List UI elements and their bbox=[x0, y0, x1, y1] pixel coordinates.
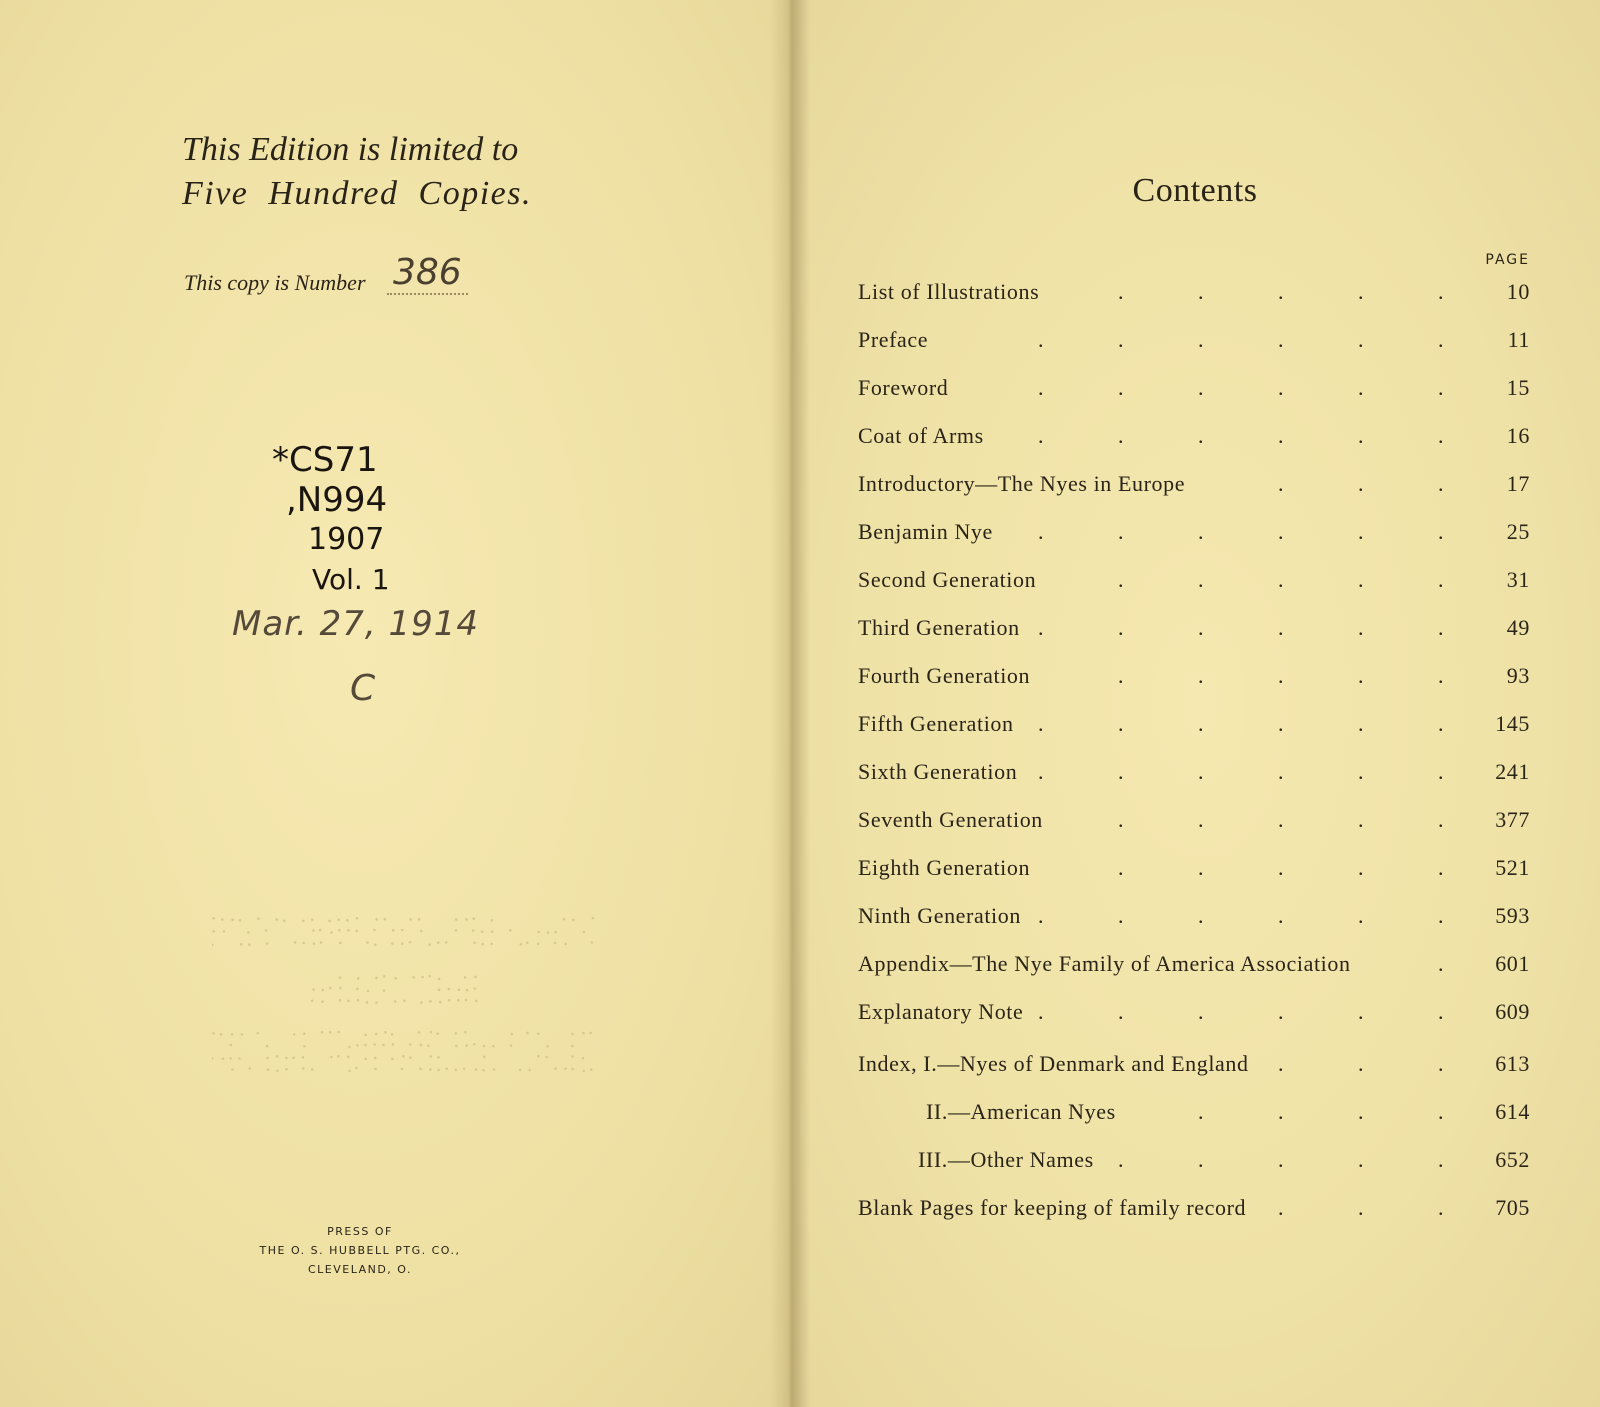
toc-entry-label: Coat of Arms bbox=[858, 423, 984, 448]
page-column-label: PAGE bbox=[1485, 252, 1530, 268]
edition-line-1: This Edition is limited to bbox=[182, 131, 519, 168]
call-mark-line: ,N994 bbox=[286, 480, 388, 520]
toc-entry bbox=[858, 992, 1530, 1032]
toc-entry bbox=[858, 608, 1530, 648]
printer-imprint bbox=[210, 1222, 510, 1279]
toc-entry bbox=[858, 1044, 1530, 1084]
press-line-1: PRESS OF bbox=[327, 1225, 393, 1238]
perforated-stamp bbox=[212, 912, 602, 1092]
toc-entry-label: III.—Other Names bbox=[918, 1147, 1094, 1172]
toc-entry-label: Index, I.—Nyes of Denmark and England bbox=[858, 1051, 1249, 1076]
call-mark-line: 1907 bbox=[308, 522, 385, 557]
toc-entry bbox=[858, 320, 1530, 360]
copy-label: This copy is Number bbox=[184, 270, 366, 295]
toc-entry bbox=[858, 656, 1530, 696]
toc-entry-page: 49 bbox=[1506, 615, 1530, 640]
toc-entry-label: Foreword bbox=[858, 375, 949, 400]
toc-entry-page: 15 bbox=[1506, 375, 1530, 400]
toc-entry-page: 17 bbox=[1506, 471, 1530, 496]
toc-entry-label: Sixth Generation bbox=[858, 759, 1018, 784]
handwritten-letter: C bbox=[350, 668, 376, 709]
toc-entry-label: List of Illustrations bbox=[858, 279, 1040, 304]
toc-entry-label: Fifth Generation bbox=[858, 711, 1014, 736]
toc-entry bbox=[858, 464, 1530, 504]
toc-entry-page: 601 bbox=[1495, 951, 1530, 976]
press-line-2: THE O. S. HUBBELL PTG. CO., bbox=[259, 1244, 461, 1257]
leader-dots: . . . . . bbox=[1118, 807, 1445, 832]
toc-entry-page: 241 bbox=[1495, 759, 1530, 784]
toc-entry-label: Explanatory Note bbox=[858, 999, 1024, 1024]
toc-entry-page: 652 bbox=[1495, 1147, 1530, 1172]
toc-entry bbox=[858, 1140, 1530, 1180]
toc-entry bbox=[858, 896, 1530, 936]
toc-entry-page: 31 bbox=[1506, 567, 1530, 592]
toc-entry bbox=[858, 848, 1530, 888]
library-call-mark bbox=[262, 440, 502, 600]
leader-dots: . . . . . . bbox=[1038, 711, 1445, 736]
leader-dots: . . . bbox=[1278, 1051, 1445, 1076]
leader-dots: . . . . . . bbox=[1038, 999, 1445, 1024]
toc-entry bbox=[858, 944, 1530, 984]
leader-dots: . . . . . . bbox=[1038, 615, 1445, 640]
press-line-3: CLEVELAND, O. bbox=[307, 1263, 413, 1276]
toc-entry-page: 609 bbox=[1495, 999, 1530, 1024]
toc-entry-label: Ninth Generation bbox=[858, 903, 1021, 928]
toc-entry-page: 25 bbox=[1506, 519, 1530, 544]
toc-entry-page: 377 bbox=[1495, 807, 1530, 832]
toc-entry-label: Second Generation bbox=[858, 567, 1037, 592]
toc-entry-page: 521 bbox=[1495, 855, 1530, 880]
copy-number: 386 bbox=[387, 252, 468, 295]
toc-entry-page: 614 bbox=[1495, 1099, 1530, 1124]
call-mark-line: *CS71 bbox=[272, 440, 378, 480]
leader-dots: . . . . . . bbox=[1038, 327, 1445, 352]
leader-dots: . . . bbox=[1278, 471, 1445, 496]
toc-entry-page: 10 bbox=[1506, 279, 1530, 304]
leader-dots: . . . . . bbox=[1118, 663, 1445, 688]
toc-entry bbox=[858, 752, 1530, 792]
call-mark-line: Vol. 1 bbox=[312, 563, 390, 596]
contents-title: Contents bbox=[1132, 172, 1258, 209]
leader-dots: . . . . bbox=[1198, 1099, 1445, 1124]
leader-dots: . . . . . . bbox=[1038, 759, 1445, 784]
toc-entry-label: Eighth Generation bbox=[858, 855, 1031, 880]
leader-dots: . . . . . . bbox=[1038, 423, 1445, 448]
edition-statement bbox=[182, 128, 582, 216]
copy-number-line bbox=[184, 252, 584, 299]
toc-entry bbox=[858, 512, 1530, 552]
toc-entry bbox=[858, 800, 1530, 840]
toc-entry-page: 593 bbox=[1495, 903, 1530, 928]
toc-entry bbox=[858, 704, 1530, 744]
leader-dots: . . . bbox=[1278, 1195, 1445, 1220]
toc-entry bbox=[858, 272, 1530, 312]
leader-dots: . . . . . . bbox=[1038, 519, 1445, 544]
leader-dots: . . . . . bbox=[1118, 855, 1445, 880]
toc-entry-page: 93 bbox=[1506, 663, 1530, 688]
leader-dots: . . . . . bbox=[1118, 1147, 1445, 1172]
toc-entry-label: Third Generation bbox=[858, 615, 1020, 640]
toc-entry-label: Appendix—The Nye Family of America Association bbox=[858, 951, 1351, 976]
toc-entry-label: Benjamin Nye bbox=[858, 519, 993, 544]
toc-entry-label: Preface bbox=[858, 327, 929, 352]
leader-dots: . . . . . bbox=[1118, 567, 1445, 592]
toc-entry bbox=[858, 1092, 1530, 1132]
leader-dots: . . . . . . bbox=[1038, 903, 1445, 928]
handwritten-date: Mar. 27, 1914 bbox=[232, 604, 480, 644]
toc-entry-page: 11 bbox=[1507, 327, 1530, 352]
toc-entry-label: Blank Pages for keeping of family record bbox=[858, 1195, 1247, 1220]
leader-dots: . . . . . bbox=[1118, 279, 1445, 304]
book-gutter bbox=[770, 0, 810, 1407]
edition-line-2: Five Hundred Copies. bbox=[182, 175, 532, 212]
toc-entry-label: Seventh Generation bbox=[858, 807, 1043, 832]
toc-entry bbox=[858, 416, 1530, 456]
toc-entry bbox=[858, 368, 1530, 408]
toc-entry-page: 16 bbox=[1506, 423, 1530, 448]
toc-entry-label: Fourth Generation bbox=[858, 663, 1031, 688]
toc-entry-page: 145 bbox=[1495, 711, 1530, 736]
toc-entry bbox=[858, 1188, 1530, 1228]
toc-entry-page: 705 bbox=[1495, 1195, 1530, 1220]
toc-entry-label: II.—American Nyes bbox=[926, 1099, 1116, 1124]
leader-dots: . . . . . . bbox=[1038, 375, 1445, 400]
leader-dots: . bbox=[1438, 951, 1445, 976]
toc-entry-label: Introductory—The Nyes in Europe bbox=[858, 471, 1186, 496]
toc-entry-page: 613 bbox=[1495, 1051, 1530, 1076]
toc-entry bbox=[858, 560, 1530, 600]
